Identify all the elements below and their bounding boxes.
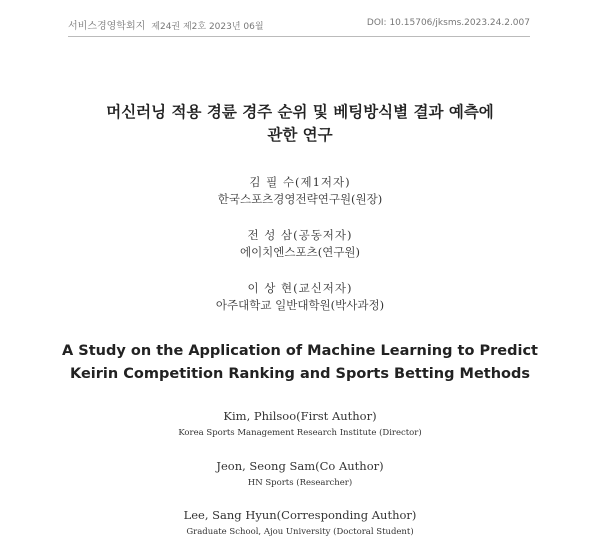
english-author-3 [0,507,600,539]
header-divider [68,36,530,37]
journal-name: 서비스경영학회지 [68,21,146,32]
journal-citation [68,17,264,32]
korean-author-3 [0,280,600,314]
english-author-2 [0,458,600,490]
korean-author-affiliation: 한국스포츠경영전략연구원(원장) [217,192,383,206]
korean-author-2 [0,227,600,261]
english-title [40,340,560,386]
journal-issue: 제24권 제2호 2023년 06월 [151,22,264,32]
korean-title [40,100,560,146]
korean-title-line-1: 머신러닝 적용 경륜 경주 순위 및 베팅방식별 결과 예측에 [106,102,494,121]
doi[interactable]: DOI: 10.15706/jksms.2023.24.2.007 [366,18,530,28]
english-author-name: Lee, Sang Hyun(Corresponding Author) [183,508,417,522]
english-title-line-2: Keirin Competition Ranking and Sports Betting Methods [69,366,530,382]
english-author-name: Kim, Philsoo(First Author) [223,409,377,423]
english-author-affiliation: HN Sports (Researcher) [247,478,353,488]
running-header [68,17,530,33]
english-author-affiliation: Graduate School, Ajou University (Doctoral Student) [186,527,414,537]
korean-author-affiliation: 에이치엔스포츠(연구원) [239,245,361,259]
korean-author-affiliation: 아주대학교 일반대학원(박사과정) [215,298,385,312]
english-title-line-1: A Study on the Application of Machine Learning to Predict [62,343,538,359]
english-author-name: Jeon, Seong Sam(Co Author) [216,459,384,473]
korean-author-name: 김 필 수(제1저자) [249,175,351,189]
korean-author-name: 전 성 삼(공동저자) [247,228,353,242]
korean-author-1 [0,174,600,208]
english-author-1 [0,408,600,440]
korean-title-line-2: 관한 연구 [267,125,333,144]
english-author-affiliation: Korea Sports Management Research Institute (Director) [178,428,422,438]
korean-author-name: 이 상 현(교신저자) [247,281,353,295]
